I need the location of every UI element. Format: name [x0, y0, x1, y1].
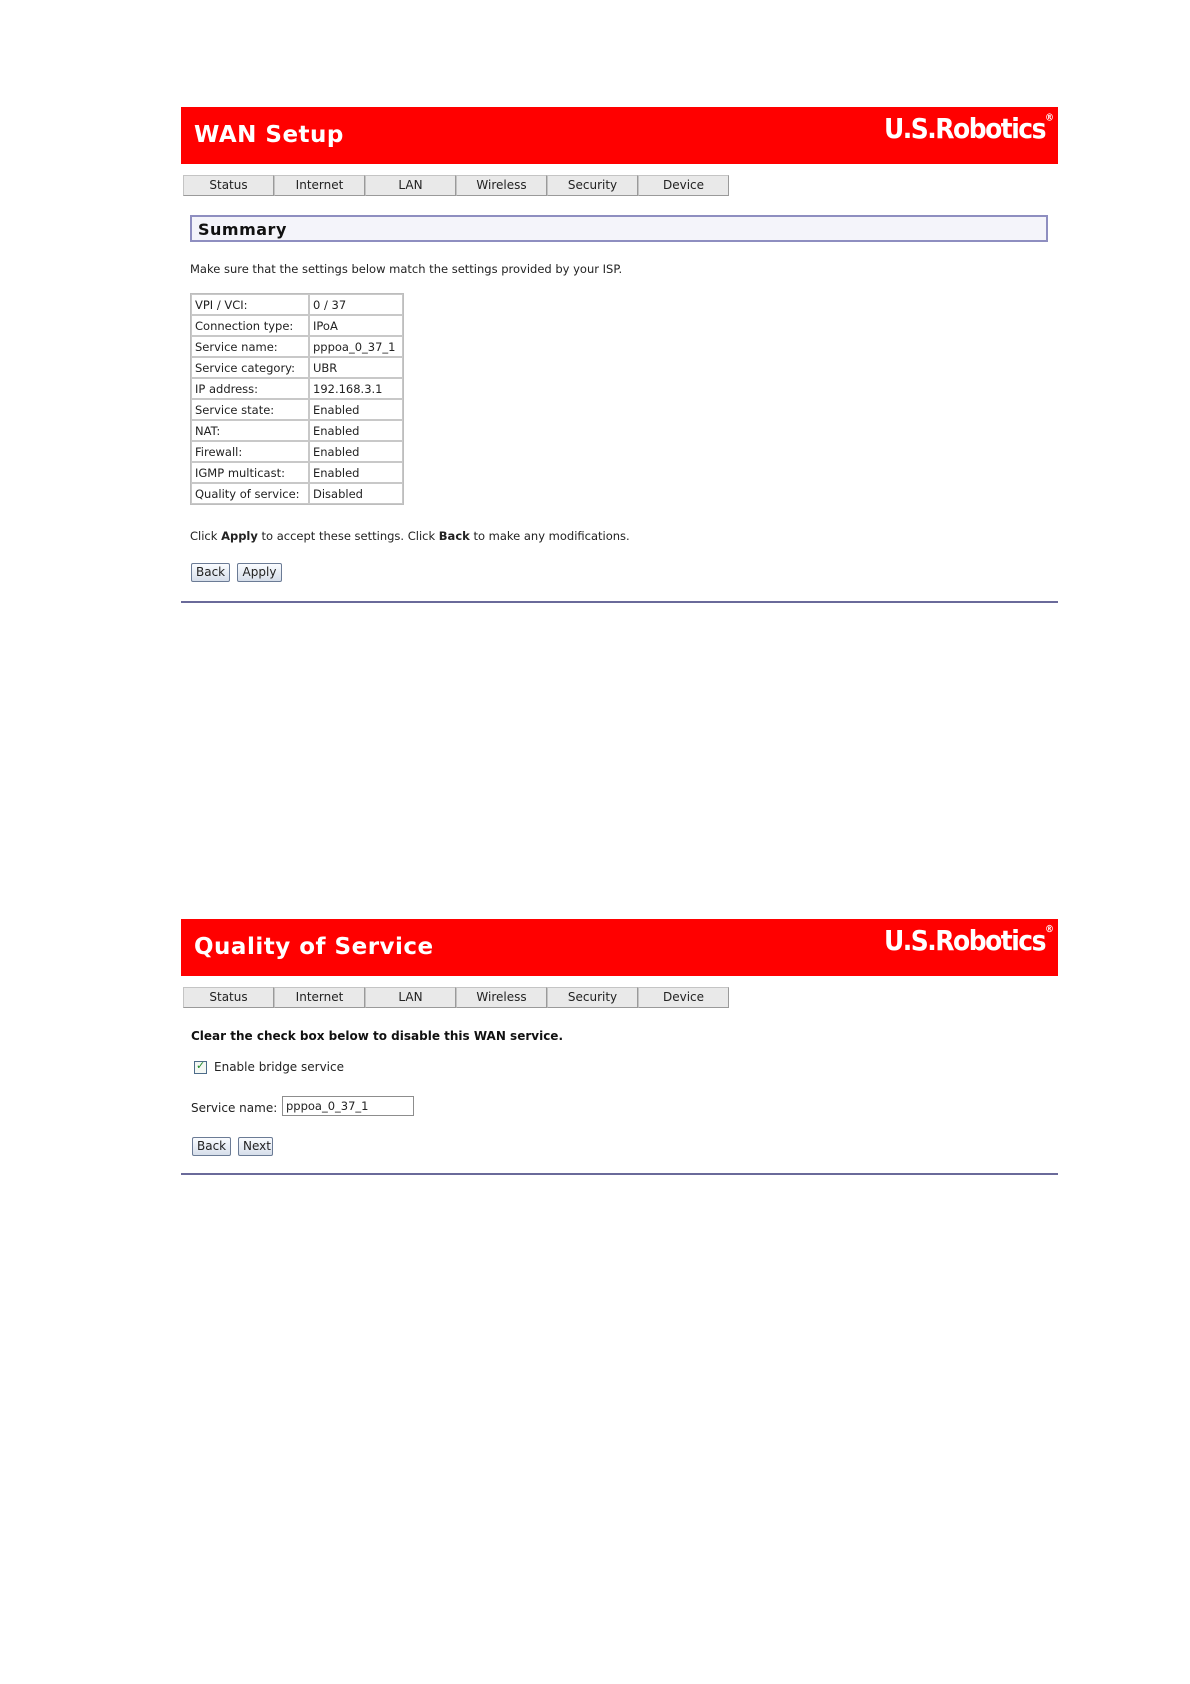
tab-security[interactable]: Security	[547, 987, 638, 1008]
tab-wireless[interactable]: Wireless	[456, 987, 547, 1008]
tab-device[interactable]: Device	[638, 175, 729, 196]
apply-instructions	[190, 529, 630, 543]
row-label: Quality of service:	[191, 483, 309, 504]
header-banner	[181, 107, 1058, 164]
row-value: Enabled	[309, 441, 403, 462]
nav-tabs	[183, 175, 729, 196]
back-button[interactable]: Back	[191, 563, 230, 582]
table-row	[191, 399, 403, 420]
note-apply-word: Apply	[221, 529, 258, 543]
row-value: Enabled	[309, 462, 403, 483]
wan-setup-screenshot	[181, 107, 1058, 603]
row-label: IGMP multicast:	[191, 462, 309, 483]
row-value: IPoA	[309, 315, 403, 336]
table-row	[191, 315, 403, 336]
section-title: Summary	[198, 220, 287, 239]
logo-text: U.S.Robotics	[883, 112, 1045, 145]
tab-internet[interactable]: Internet	[274, 987, 365, 1008]
row-label: VPI / VCI:	[191, 294, 309, 315]
note-part2: to accept these settings. Click	[257, 529, 439, 543]
table-row	[191, 378, 403, 399]
tab-status[interactable]: Status	[183, 987, 274, 1008]
disable-service-instruction: Clear the check box below to disable this WAN service.	[191, 1029, 563, 1043]
checkbox-label: Enable bridge service	[214, 1060, 344, 1074]
usrobotics-logo	[884, 925, 1054, 957]
table-row	[191, 483, 403, 504]
enable-bridge-row	[194, 1060, 344, 1074]
row-value: Enabled	[309, 399, 403, 420]
table-row	[191, 336, 403, 357]
row-value: Enabled	[309, 420, 403, 441]
row-label: Service state:	[191, 399, 309, 420]
logo-registered-mark: ®	[1045, 924, 1054, 936]
row-value: 192.168.3.1	[309, 378, 403, 399]
summary-header-box	[190, 215, 1048, 242]
table-row	[191, 462, 403, 483]
row-label: NAT:	[191, 420, 309, 441]
service-name-input[interactable]	[282, 1096, 414, 1116]
back-button[interactable]: Back	[192, 1137, 231, 1156]
table-row	[191, 294, 403, 315]
next-button[interactable]: Next	[238, 1137, 273, 1156]
page-title: Quality of Service	[194, 934, 434, 960]
row-label: Service category:	[191, 357, 309, 378]
nav-tabs	[183, 987, 729, 1008]
table-row	[191, 357, 403, 378]
table-row	[191, 420, 403, 441]
tab-internet[interactable]: Internet	[274, 175, 365, 196]
header-banner	[181, 919, 1058, 976]
logo-text: U.S.Robotics	[883, 924, 1045, 957]
checkmark-icon: ✓	[196, 1058, 206, 1072]
row-value: 0 / 37	[309, 294, 403, 315]
service-name-label: Service name:	[191, 1101, 278, 1115]
intro-text: Make sure that the settings below match the settings provided by your ISP.	[190, 262, 623, 276]
row-value: Disabled	[309, 483, 403, 504]
quality-of-service-screenshot	[181, 919, 1058, 1175]
apply-button[interactable]: Apply	[237, 563, 282, 582]
enable-bridge-checkbox[interactable]	[194, 1058, 207, 1074]
row-label: IP address:	[191, 378, 309, 399]
note-part3: to make any modifications.	[469, 529, 630, 543]
tab-status[interactable]: Status	[183, 175, 274, 196]
tab-lan[interactable]: LAN	[365, 987, 456, 1008]
logo-registered-mark: ®	[1045, 112, 1054, 124]
note-part1: Click	[190, 529, 222, 543]
tab-lan[interactable]: LAN	[365, 175, 456, 196]
tab-device[interactable]: Device	[638, 987, 729, 1008]
row-value: pppoa_0_37_1	[309, 336, 403, 357]
row-value: UBR	[309, 357, 403, 378]
summary-table	[190, 293, 404, 505]
row-label: Service name:	[191, 336, 309, 357]
row-label: Connection type:	[191, 315, 309, 336]
note-back-word: Back	[438, 529, 470, 543]
tab-security[interactable]: Security	[547, 175, 638, 196]
tab-wireless[interactable]: Wireless	[456, 175, 547, 196]
table-row	[191, 441, 403, 462]
usrobotics-logo	[884, 113, 1054, 145]
row-label: Firewall:	[191, 441, 309, 462]
page-title: WAN Setup	[194, 122, 344, 148]
